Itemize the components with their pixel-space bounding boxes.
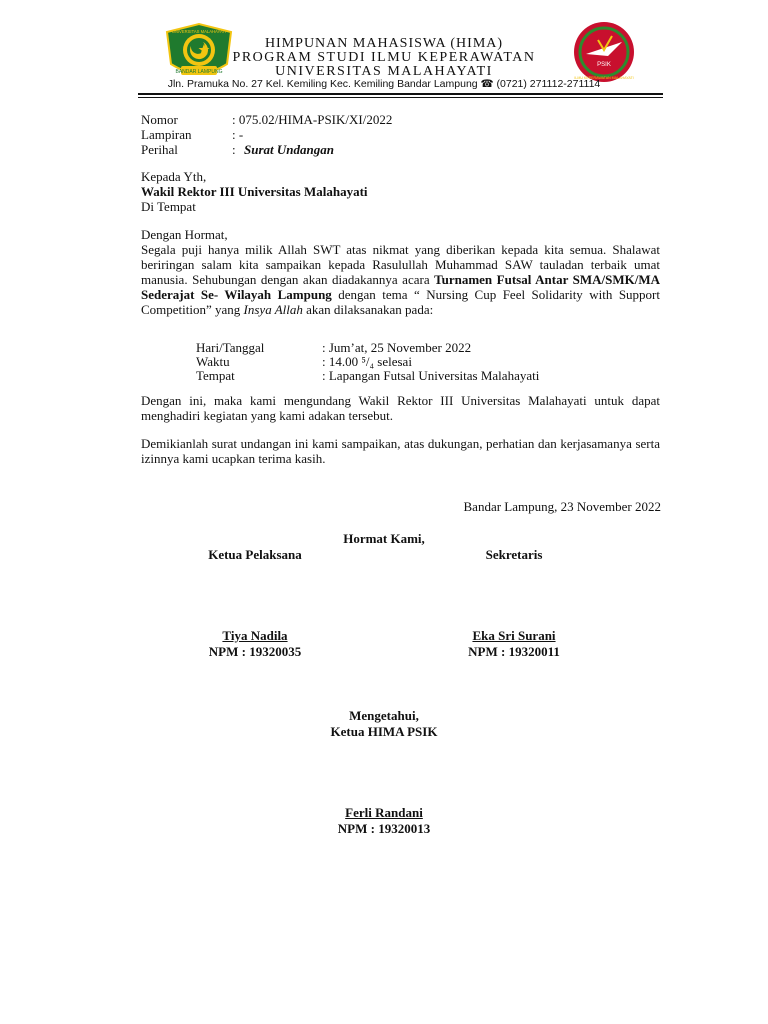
- right-signer-title: Sekretaris: [485, 547, 543, 562]
- paragraph-invitation-part2: dengan tema “ Nursing Cup Feel Solidarity with Support Competition” yang: [141, 287, 660, 317]
- letterhead-rule-thick: [138, 93, 663, 95]
- recipient-place: Di Tempat: [141, 199, 196, 214]
- event-name: Turnamen Futsal Antar SMA/SMK/MA Sederajat Se- Wilayah Lampung: [141, 272, 661, 302]
- paragraph-invitation-part3: akan dilaksanakan pada:: [302, 302, 434, 317]
- detail-label-place: Tempat: [196, 368, 235, 383]
- nomor-label: Nomor: [141, 112, 178, 127]
- left-signer-npm: NPM : 19320035: [208, 644, 302, 659]
- logo-left-top-text: UNIVERSITAS MALAHAYATI: [171, 29, 227, 34]
- lampiran-value: : -: [232, 127, 244, 142]
- perihal-label: Perihal: [141, 142, 178, 157]
- program-name-line: PROGRAM STUDI ILMU KEPERAWATAN: [232, 50, 536, 65]
- left-signer-title: Ketua Pelaksana: [208, 547, 302, 562]
- logo-left-bottom-text: BANDAR LAMPUNG: [175, 69, 223, 75]
- insya-allah-text: Insya Allah: [243, 302, 303, 317]
- recipient-name: Wakil Rektor III Universitas Malahayati: [141, 184, 368, 199]
- perihal-value: Surat Undangan: [244, 142, 334, 157]
- detail-value-place: : Lapangan Futsal Universitas Malahayati: [322, 368, 540, 383]
- logo-right-center-text: PSIK: [597, 62, 611, 68]
- hormat-kami: Hormat Kami,: [343, 531, 425, 546]
- detail-label-date: Hari/Tanggal: [196, 340, 265, 355]
- ketua-hima-title: Ketua HIMA PSIK: [330, 724, 438, 739]
- paragraph-request: Dengan ini, maka kami mengundang Wakil Rektor III Universitas Malahayati untuk dapat menghadiri kegiatan yang kami adakan tersebut.: [141, 393, 660, 423]
- logo-right-ring-text: ILMU KEPERAWATAN MALAHAYATI: [574, 76, 634, 80]
- detail-value-time: : 14.00 ⁵/₄ selesai: [322, 354, 412, 369]
- perihal-colon: :: [232, 142, 236, 157]
- paragraph-closing: Demikianlah surat undangan ini kami sampaikan, atas dukungan, perhatian dan kerjasamanya serta izinnya kami ucapkan terima kasih.: [141, 436, 660, 466]
- place-date: Bandar Lampung, 23 November 2022: [463, 499, 661, 514]
- opening-salutation: Dengan Hormat,: [141, 227, 228, 242]
- paragraph-invitation-part1: Segala puji hanya milik Allah SWT atas nikmat yang diberikan kepada kita semua. Shalawat beriringan salam kita sampaikan kepada Rasulullah Muhammad SAW tauladan terbaik umat manusia. Sehubungan dengan akan diadakannya acara: [141, 242, 660, 287]
- right-signer-npm: NPM : 19320011: [468, 644, 560, 659]
- detail-value-date: : Jum’at, 25 November 2022: [322, 340, 472, 355]
- nomor-value: : 075.02/HIMA-PSIK/XI/2022: [232, 112, 393, 127]
- address-line: Jln. Pramuka No. 27 Kel. Kemiling Kec. Kemiling Bandar Lampung ☎ (0721) 271112-271114: [167, 78, 601, 90]
- recipient-greeting: Kepada Yth,: [141, 169, 207, 184]
- detail-label-time: Waktu: [196, 354, 230, 369]
- right-signer-name: Eka Sri Surani: [472, 628, 556, 643]
- ketua-hima-npm: NPM : 19320013: [337, 821, 431, 836]
- letterhead-rule-thin: [138, 97, 663, 98]
- lampiran-label: Lampiran: [141, 127, 192, 142]
- org-name-line: HIMPUNAN MAHASISWA (HIMA): [264, 36, 504, 51]
- paragraph-invitation: [141, 242, 660, 317]
- left-signer-name: Tiya Nadila: [222, 628, 288, 643]
- mengetahui: Mengetahui,: [349, 708, 419, 723]
- university-name-line: UNIVERSITAS MALAHAYATI: [275, 64, 493, 79]
- ketua-hima-name: Ferli Randani: [345, 805, 423, 820]
